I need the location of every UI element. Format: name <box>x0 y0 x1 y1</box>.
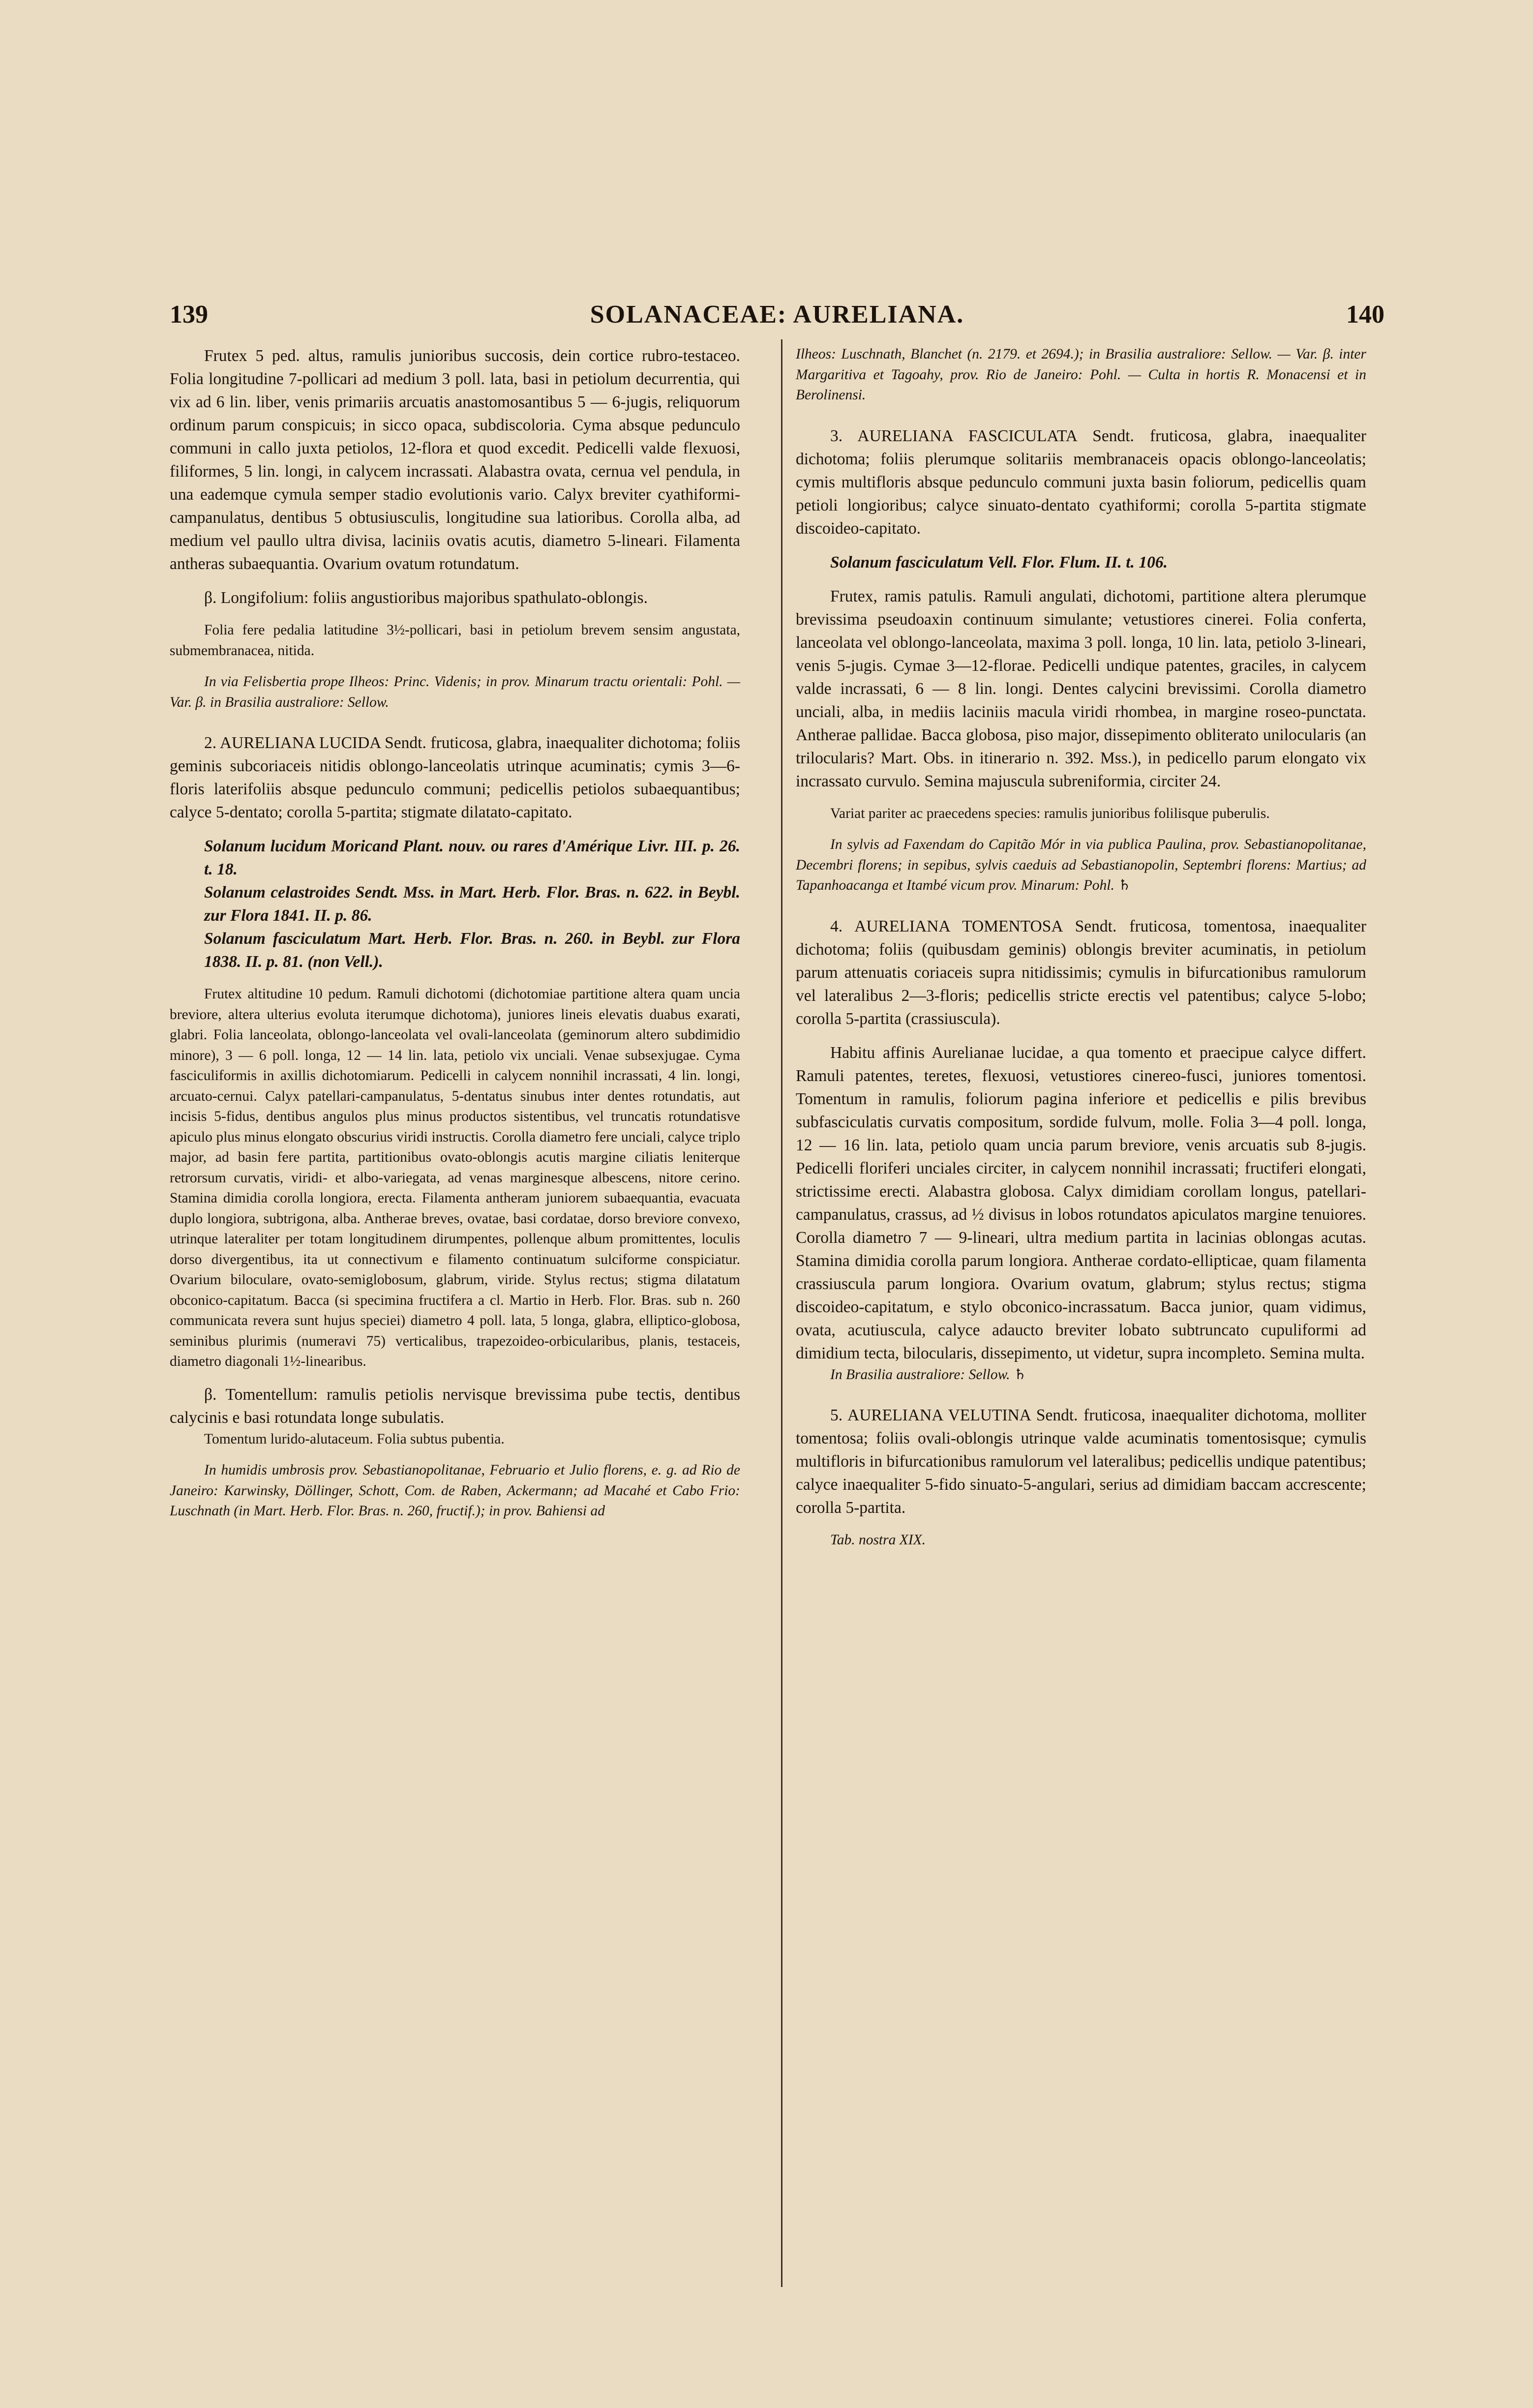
left-column <box>170 344 740 1522</box>
synonym-citation: Solanum fasciculatum Mart. Herb. Flor. Bras. n. 260. in Beybl. zur Flora 1838. II. p. 81. (non Vell.). <box>204 930 740 971</box>
right-column <box>796 344 1366 1551</box>
species-heading-aureliana-tomentosa: 4. AURELIANA TOMENTOSA Sendt. fruticosa, tomentosa, inaequaliter dichotoma; foliis (quibusdam geminis) oblongis breviter acuminatis, in petiolum parum attenuatis coriaceis supra nitidissimis; cymulis in bifurcationibus ramulorum vel lateralibus 2—3-floris; pedicellis stricte erectis vel patentibus; calyce 5-lobo; corolla 5-partita (crassiuscula). <box>796 917 1366 1028</box>
description-aureliana-lucida: Frutex altitudine 10 pedum. Ramuli dichotomi (dichotomiae partitione altera quam uncia breviore, altera ulterius evoluta iterumque dichotoma), juniores lineis elevatis duabus exarati, glabri. Folia lanceolata, oblongo-lanceolata vel ovali-lanceolata (geminorum altero subdimidio minore), 3 — 6 poll. longa, 12 — 14 lin. lata, petiolo vix unciali. Venae subsexjugae. Cyma fasciculiformis in axillis dichotomiarum. Pedicelli in calycem nonnihil incrassati, 4 lin. longi, arcuato-cernui. Calyx patellari-campanulatus, 5-dentatus sinubus inter dentes rotundatis, aut incisis 5-fidus, dentibus angulos plus minus productos sistentibus, vel truncatis rotundatisve apiculo plus minus elongato obscurius viridi instructis. Corolla diametro fere unciali, calyce triplo major, ad basin fere partita, partitionibus ovato-oblongis acutis margine ciliatis leniterque retrorsum curvatis, viridi- et albo-variegata, ad venas marginesque albescens, nitore cerino. Stamina dimidia corolla longiora, erecta. Filamenta antheram juniorem subaequantia, evacuata duplo longiora, subtrigona, alba. Antherae breves, ovatae, basi cordatae, dorso breviore convexo, utrinque lateraliter per totam longitudinem dirumpentes, pollenque album promittentes, loculis dorso divergentibus, ita ut connectivum e filamento continuatum sulciforme conspiciatur. Ovarium biloculare, ovato-semiglobosum, glabrum, viride. Stylus rectus; stigma dilatatum obconico-capitatum. Bacca (si specimina fructifera a cl. Martio in Herb. Flor. Bras. sub n. 260 communicata revera sunt hujus speciei) diametro 4 poll. lata, 5 longa, glabra, elliptico-globosa, seminibus plurimis (numeravi 75) verticalibus, trapezoideo-orbicularibus, planis, testaceis, diametro diagonali 1½-linearibus. <box>170 986 740 1369</box>
paragraph-frutex-description: Frutex 5 ped. altus, ramulis junioribus succosis, dein cortice rubro-testaceo. Folia longitudine 7-pollicari ad medium 3 poll. lata, basi in petiolum decurrentia, qui vix ad 6 lin. liber, venis primariis arcuatis anastomosantibus 5 — 6-jugis, reliquorum ordinum parum conspicuis; in sicco opaca, subdiscoloria. Cyma absque pedunculo communi in callo juxta petiolos, 12-flora et quod excedit. Pedicelli valde flexuosi, filiformes, 5 lin. longi, in calycem incrassati. Alabastra ovata, cernua vel pendula, in una eademque cymula semper stadio evolutionis vario. Calyx breviter cyathiformi-campanulatus, dentibus 5 obtusiusculis, longitudine sua latioribus. Corolla alba, ad medium vel paullo ultra divisa, laciniis ovatis acutis, diametro 5-lineari. Filamenta antheras subaequantia. Ovarium ovatum rotundatum. <box>170 347 740 573</box>
locality-note: In via Felisbertia prope Ilheos: Princ. Videnis; in prov. Minarum tractu orientali: Pohl. — Var. β. in Brasilia australiore: Sellow. <box>170 674 740 710</box>
note-tomentum: Tomentum lurido-alutaceum. Folia subtus pubentia. <box>204 1431 505 1447</box>
locality-note: In sylvis ad Faxendam do Capitão Mór in via publica Paulina, prov. Sebastianopolitanae, Decembri florens; in sepibus, sylvis caeduis ad Sebastianopolin, Septembri florens: Martius; ad Tapanhoacanga et Itambé vicum prov. Minarum: Pohl. ♄ <box>796 837 1366 893</box>
locality-note: In Brasilia australiore: Sellow. ♄ <box>830 1366 1027 1383</box>
synonym-citation: Solanum celastroides Sendt. Mss. in Mart. Herb. Flor. Bras. n. 622. in Beybl. zur Flora 1841. II. p. 86. <box>204 883 740 925</box>
description-aureliana-tomentosa: Habitu affinis Aurelianae lucidae, a qua tomento et praecipue calyce differt. Ramuli patentes, teretes, flexuosi, vetustiores cinereo-fusci, juniores tomentosi. Tomentum in ramulis, foliorum pagina inferiore et pedicellis e pilis brevibus subfasciculatis curvatis compositum, sordide fulvum, molle. Folia 3—4 poll. longa, 12 — 16 lin. lata, petiolo quam uncia parum breviore, venis arcuatis sub 8-jugis. Pedicelli floriferi unciales circiter, in calycem nonnihil incrassati; fructiferi elongati, strictissime erecti. Alabastra globosa. Calyx dimidiam corollam longus, patellari-campanulatus, crassus, ad ½ divisus in lobos rotundatos apiculatos margine tenuiores. Corolla diametro 7 — 9-lineari, ultra medium partita in lacinias oblongas acutas. Stamina dimidia corolla parum longiora. Antherae cordato-ellipticae, quam filamenta crassiuscula parum longiora. Ovarium ovatum, glabrum; stylus rectus; stigma discoideo-capitatum, e stylo obconico-incrassatum. Bacca junior, quam vidimus, ovata, acutiuscula, calyce adaucto breviter lobato subtruncato cupuliformi ad dimidium tecta, bilocularis, dissepimento, ut videtur, supra incompleto. Semina multa. <box>796 1043 1366 1362</box>
note-variat: Variat pariter ac praecedens species: ramulis junioribus folilisque puberulis. <box>830 805 1270 821</box>
running-title: SOLANACEAE: AURELIANA. <box>590 301 964 329</box>
synonym-citation: Solanum lucidum Moricand Plant. nouv. ou rares d'Amérique Livr. III. p. 26. t. 18. <box>204 837 740 878</box>
species-heading-aureliana-lucida: 2. AURELIANA LUCIDA Sendt. fruticosa, glabra, inaequaliter dichotoma; foliis geminis subcoriaceis nitidis oblongo-lanceolatis utrinque acuminatis; cymis 3—6-floris laterifoliis absque pedunculo communi; pedicellis petiolos subaequantibus; calyce 5-dentato; corolla 5-partita; stigmate dilatato-capitato. <box>170 734 740 821</box>
note-folia: Folia fere pedalia latitudine 3½-pollicari, basi in petiolum brevem sensim angustata, submembranacea, nitida. <box>170 622 740 659</box>
page-number-right: 140 <box>1346 301 1384 329</box>
locality-note-continued: Ilheos: Luschnath, Blanchet (n. 2179. et 2694.); in Brasilia australiore: Sellow. — Var. β. inter Margaritiva et Tagoahy, prov. Rio de Janeiro: Pohl. — Culta in hortis R. Monacensi et in Berolinensi. <box>796 346 1366 403</box>
running-header <box>170 300 1384 339</box>
locality-note: In humidis umbrosis prov. Sebastianopolitanae, Februario et Julio florens, e. g. ad Rio de Janeiro: Karwinsky, Döllinger, Schott, Com. de Raben, Ackermann; ad Macahé et Cabo Frio: Luschnath (in Mart. Herb. Flor. Bras. n. 260, fructif.); in prov. Bahiensi ad <box>170 1462 740 1519</box>
variety-longifolium: β. Longifolium: foliis angustioribus majoribus spathulato-oblongis. <box>204 589 648 607</box>
plate-reference: Tab. nostra XIX. <box>830 1532 926 1548</box>
species-heading-aureliana-velutina: 5. AURELIANA VELUTINA Sendt. fruticosa, inaequaliter dichotoma, molliter tomentosa; foliis ovali-oblongis utrinque valde acuminatis tomentosisque; cymulis multifloris in bifurcationibus ramulorum vel lateralibus; pedicellis undique patentibus; calyce inaequaliter 5-fido sinuato-5-angulari, serius ad dimidiam baccam accrescente; corolla 5-partita. <box>796 1406 1366 1517</box>
column-divider <box>781 339 782 2287</box>
variety-tomentellum: β. Tomentellum: ramulis petiolis nervisque brevissima pube tectis, dentibus calycinis e basi rotundata longe subulatis. <box>170 1385 740 1427</box>
description-aureliana-fasciculata: Frutex, ramis patulis. Ramuli angulati, dichotomi, partitione altera plerumque brevissima pseudoaxin continuum simulante; vetustiores cinerei. Folia conferta, lanceolata vel oblongo-lanceolata, maxima 3 poll. longa, 10 lin. lata, petiolo 3-lineari, venis 5-jugis. Cymae 3—12-florae. Pedicelli undique patentes, graciles, in calycem valde incrassati, 6 — 8 lin. longi. Dentes calycini brevissimi. Corolla diametro unciali, alba, in mediis laciniis macula viridi rhombea, in margine roseo-punctata. Antherae pallidae. Bacca globosa, piso major, dissepimento obliterato unilocularis (an trilocularis? Mart. Obs. in itinerario n. 392. Mss.), in pedicello parum elongato vix incrassato curvulo. Semina majuscula subreniformia, circiter 24. <box>796 587 1366 790</box>
synonym-citation: Solanum fasciculatum Vell. Flor. Flum. II. t. 106. <box>830 553 1168 572</box>
page-number-left: 139 <box>170 301 208 329</box>
species-heading-aureliana-fasciculata: 3. AURELIANA FASCICULATA Sendt. fruticosa, glabra, inaequaliter dichotoma; foliis plerumque solitariis membranaceis opacis oblongo-lanceolatis; cymis multifloris absque pedunculo communi juxta basin foliorum, pedicellis quam petioli longioribus; calyce sinuato-dentato cyathiformi; corolla 5-partita stigmate discoideo-capitato. <box>796 426 1366 538</box>
